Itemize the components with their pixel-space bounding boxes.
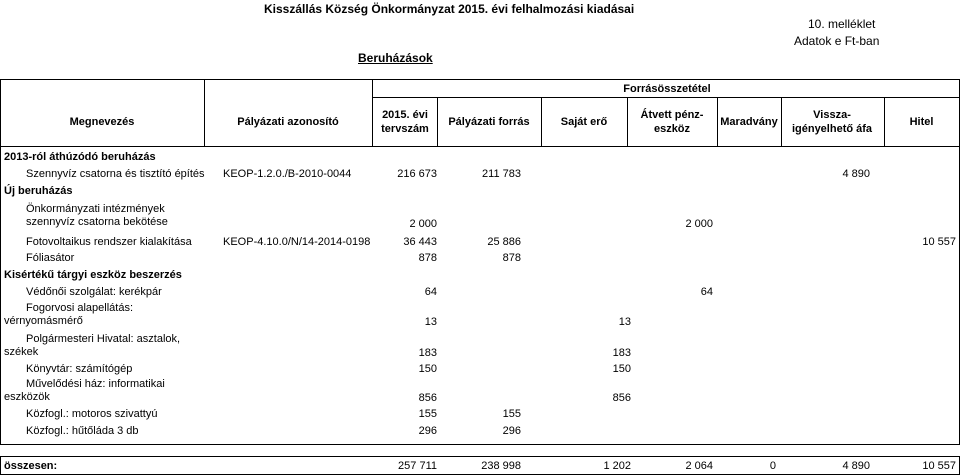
row-sajat-ero: 856 — [612, 392, 631, 404]
row-palyazati-forras: 296 — [502, 425, 521, 437]
col-header-hitel: Hitel — [909, 116, 934, 128]
row-afa: 4 890 — [842, 168, 870, 180]
row-tervszam: 2 000 — [409, 218, 437, 230]
col-header-palyazati-forras: Pályázati forrás — [448, 116, 530, 128]
col-header-megnevezes: Megnevezés — [69, 116, 135, 128]
row-palyazati-forras: 211 783 — [482, 168, 521, 180]
section-title: Beruházások — [358, 51, 433, 65]
total-hitel: 10 557 — [922, 460, 956, 472]
forras-group-header: Forrásösszetétel — [623, 83, 711, 95]
row-tervszam: 183 — [418, 347, 437, 359]
total-afa: 4 890 — [842, 460, 870, 472]
col-header-visszaigenyelheto: Vissza-igényelhető áfa — [791, 109, 873, 135]
total-atvett: 2 064 — [685, 460, 713, 472]
row-tervszam: 150 — [418, 363, 437, 375]
row-tervszam: 856 — [418, 392, 437, 404]
row-name: Fotovoltaikus rendszer kialakítása — [26, 236, 192, 248]
total-maradvany: 0 — [769, 460, 776, 472]
row-name: Polgármesteri Hivatal: asztalok, székek — [4, 333, 181, 358]
row-tervszam: 13 — [424, 316, 437, 328]
row-name: Szennyvíz csatorna és tisztító építés — [26, 168, 205, 180]
row-tervszam: 878 — [418, 252, 437, 264]
unit-label: Adatok e Ft-ban — [794, 34, 880, 48]
row-sajat-ero: 13 — [618, 316, 631, 328]
row-tervszam: 296 — [418, 425, 437, 437]
col-header-azonosito: Pályázati azonosító — [237, 116, 339, 128]
total-palyazati-forras: 238 998 — [481, 460, 521, 472]
row-name: Művelődési ház: informatikai eszközök — [4, 378, 165, 403]
group-label-athuzodo: 2013-ról áthúzódó beruházás — [4, 151, 156, 163]
row-palyazati-forras: 878 — [502, 252, 521, 264]
annex-label: 10. melléklet — [808, 17, 876, 31]
row-name: Közfogl.: motoros szivattyú — [26, 408, 158, 420]
row-id: KEOP-4.10.0/N/14-2014-0198 — [223, 236, 371, 248]
row-name: Fogorvosi alapellátás: vérnyomásmérő — [4, 302, 134, 327]
col-header-maradvany: Maradvány — [720, 116, 778, 128]
row-name: Fóliasátor — [26, 252, 75, 264]
row-palyazati-forras: 25 886 — [487, 236, 521, 248]
row-name — [26, 203, 206, 229]
row-atvett: 2 000 — [685, 218, 713, 230]
total-sajat-ero: 1 202 — [603, 460, 631, 472]
row-tervszam: 64 — [424, 286, 437, 298]
col-header-sajat-ero: Saját erő — [560, 116, 608, 128]
row-name-text: Önkormányzati intézmények szennyvíz csatorna bekötése — [26, 203, 168, 228]
row-name: Könyvtár: számítógép — [26, 363, 133, 375]
row-tervszam: 216 673 — [397, 168, 437, 180]
row-tervszam: 155 — [418, 408, 437, 420]
row-name: Közfogl.: hűtőláda 3 db — [26, 425, 139, 437]
row-palyazati-forras: 155 — [502, 408, 521, 420]
row-tervszam: 36 443 — [403, 236, 437, 248]
row-sajat-ero: 150 — [612, 363, 631, 375]
document-title: Kisszállás Község Önkormányzat 2015. évi felhalmozási kiadásai — [264, 2, 635, 16]
col-header-atvett: Átvett pénz-eszköz — [640, 109, 704, 135]
row-hitel: 10 557 — [922, 236, 956, 248]
col-header-tervszam: 2015. évi tervszám — [381, 109, 429, 135]
group-label-kisertekű: Kisértékű tárgyi eszköz beszerzés — [4, 269, 182, 281]
total-tervszam: 257 711 — [398, 460, 437, 472]
row-name: Védőnői szolgálat: kerékpár — [26, 286, 162, 298]
row-atvett: 64 — [700, 286, 713, 298]
row-sajat-ero: 183 — [612, 347, 631, 359]
total-label: összesen: — [4, 460, 58, 472]
group-label-uj-beruhazas: Új beruházás — [4, 185, 73, 197]
row-id: KEOP-1.2.0./B-2010-0044 — [223, 168, 352, 180]
